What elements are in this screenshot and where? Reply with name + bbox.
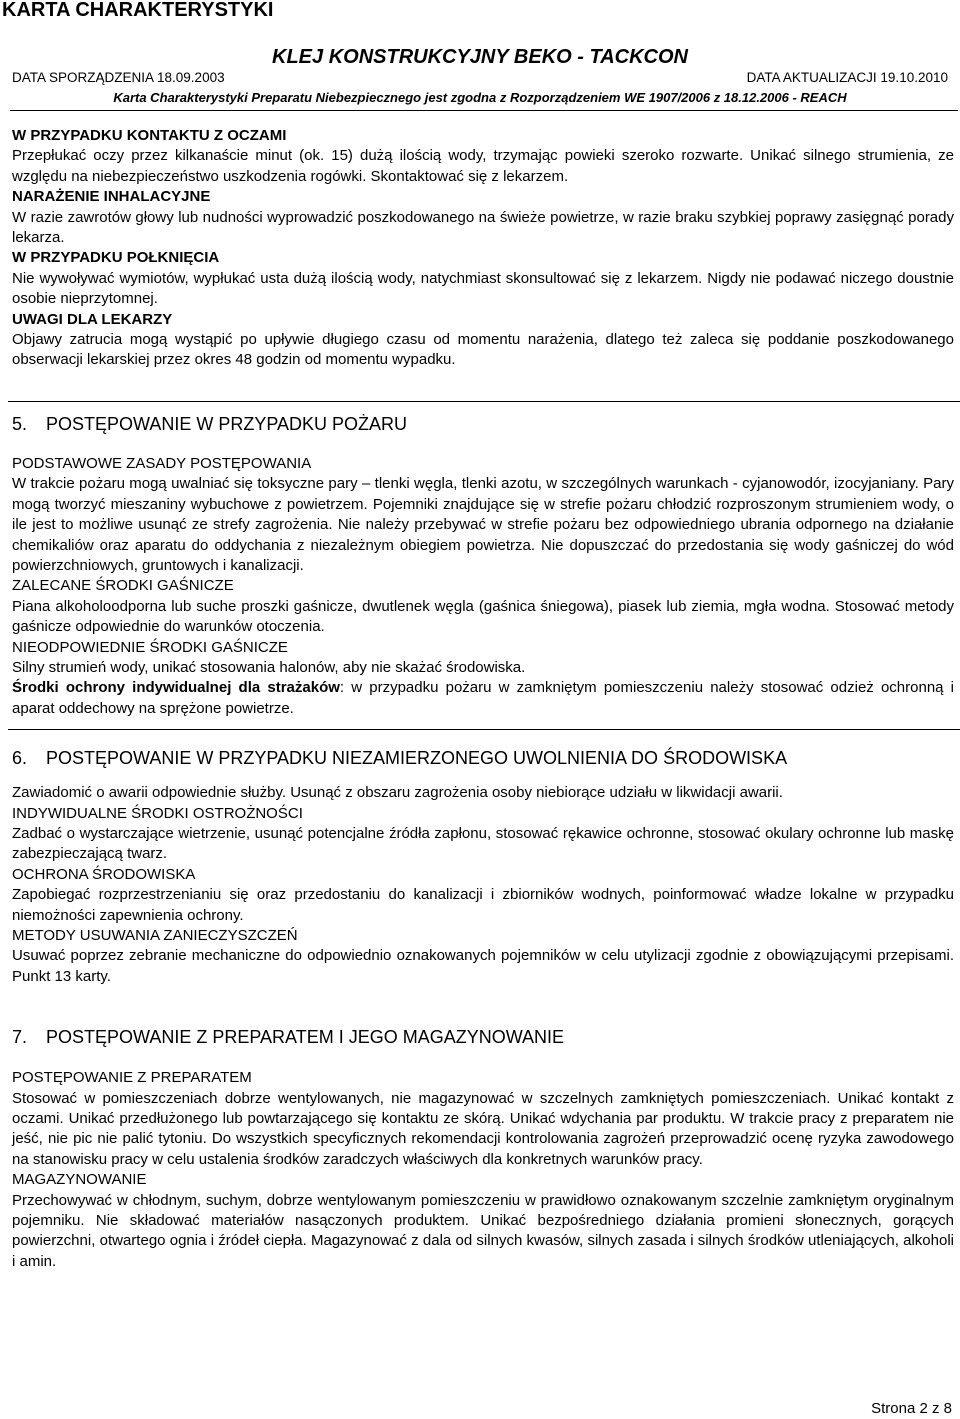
firefighter-ppe-text: : w przypadku pożaru w zamkniętym pomieszczeniu należy stosować odzież ochronną i aparat oddechowy na sprężone powietrze. [12,679,954,717]
environment-protection-text: Zapobiegać rozprzestrzenianiu się oraz przedostaniu do kanalizacji i zbiorników wodnych, poinformować władze lokalne w przypadku niemożności zapewnienia ochrony. [12,886,954,924]
swallowing-text: Nie wywoływać wymiotów, wypłukać usta dużą ilością wody, natychmiast skonsultować się z lekarzem. Nigdy nie podawać niczego doustnie osobie nieprzytomnej. [12,269,954,308]
eyes-contact-heading: W PRZYPADKU KONTAKTU Z OCZAMI [12,127,287,144]
unsuitable-extinguishers-text: Silny strumień wody, unikać stosowania halonów, aby nie skażać środowiska. [12,658,526,676]
section-5-number: 5. [12,413,28,434]
basic-rules-heading: PODSTAWOWE ZASADY POSTĘPOWANIA [12,454,312,472]
storage-heading: MAGAZYNOWANIE [12,1171,147,1189]
section-5-heading [12,413,954,435]
product-name: KLEJ KONSTRUKCYJNY BEKO - TACKCON [272,46,688,68]
doctor-notes-text: Objawy zatrucia mogą wystąpić po upływie długiego czasu od momentu narażenia, dlatego też zaleca się poddanie poszkodowanego obserwacji lekarskiej przez okres 48 godzin od momentu wypadku. [12,331,954,369]
section-5 [12,413,954,719]
section-7-number: 7. [12,1027,28,1048]
handling-text: Stosować w pomieszczeniach dobrze wentylowanych, nie magazynować w szczelnych zamkniętych pomieszczeniach. Unikać kontakt z oczami. Unikać przedłużonego lub powtarzającego się kontaktu ze skórą. Unikać wdychania par produktu. W trakcie pracy z preparatem nie jeść, nie pic nie palić tytoniu. Do wszystkich specyficznych rekomendacji kontrolowania zagrożeń przeprowadzić ocenę ryzyka zawodowego na stanowisku pracy w celu ustalenia środków zaradczych właściwych dla konkretnych warunków pracy. [12,1089,954,1168]
doctor-notes-heading: UWAGI DLA LEKARZY [12,310,173,328]
section-7-title: POSTĘPOWANIE Z PREPARATEM I JEGO MAGAZYNOWANIE [46,1027,565,1048]
section-6-heading [12,747,954,769]
storage-text: Przechowywać w chłodnym, suchym, dobrze wentylowanym pomieszczeniu w prawidłowo oznakowanym szczelnie zamkniętym oryginalnym pojemniku. Nie składować materiałów nasączonych produktem. Unikać bezpośredniego działania promieni słonecznych, gorących powierzchni, otwartego ognia i źródeł ciepła. Magazynować z dala od silnych kwasów, silnych zasada i silnych środków utleniających, alkoholi i amin. [12,1191,954,1270]
recommended-extinguishers-text: Piana alkoholoodporna lub suche proszki gaśnicze, dwutlenek węgla (gaśnica śniegowa), piasek lub ziemia, mgła wodna. Stosować metody gaśnicze odpowiednie do warunków otoczenia. [12,597,954,636]
cleanup-methods-heading: METODY USUWANIA ZANIECZYSZCZEŃ [12,927,298,944]
cleanup-methods-text: Usuwać poprzez zebranie mechaniczne do odpowiednio oznakowanych pojemników w celu utylizacji zgodnie z obowiązującymi przepisami. Punkt 13 karty. [12,947,954,985]
release-intro-text: Zawiadomić o awarii odpowiednie służby. Usunąć z obszaru zagrożenia osoby niebiorące udziału w likwidacji awarii. [12,784,783,802]
basic-rules-text: W trakcie pożaru mogą uwalniać się toksyczne pary – tlenki węgla, tlenki azotu, w szczególnych warunkach - cyjanowodór, izocyjaniany. Pary mogą tworzyć mieszaniny wybuchowe z powietrzem. Pojemniki znajdujące się w strefie pożaru chłodzić rozproszonym strumieniem wody, o ile jest to możliwe usunąć ze strefy zagrożenia. Nie należy przebywać w strefie pożaru bez odpowiedniego ubrania odpornego na działanie chemikaliów oraz aparatu do oddychania z niezależnym obiegiem powietrza. Nie dopuszczać do przedostania się wody gaśniczej do wód powierzchniowych, gruntowych i kanalizacji. [12,475,954,574]
inhalation-text: W razie zawrotów głowy lub nudności wyprowadzić poszkodowanego na świeże powietrze, w razie braku szybkiej poprawy zasięgnąć porady lekarza. [12,208,954,247]
date-created: DATA SPORZĄDZENIA 18.09.2003 [12,70,225,85]
section-7-heading [12,1026,954,1048]
unsuitable-extinguishers-heading: NIEODPOWIEDNIE ŚRODKI GAŚNICZE [12,638,288,656]
recommended-extinguishers-heading: ZALECANE ŚRODKI GAŚNICZE [12,577,234,595]
section-7 [12,1026,954,1272]
regulation-note: Karta Charakterystyki Preparatu Niebezpiecznego jest zgodna z Rozporządzeniem WE 1907/2006 z 18.12.2006 - REACH [113,90,847,105]
date-updated: DATA AKTUALIZACJI 19.10.2010 [746,70,948,85]
handling-heading: POSTĘPOWANIE Z PREPARATEM [12,1069,252,1087]
document-title: KARTA CHARAKTERYSTYKI [2,0,274,21]
section-6-title: POSTĘPOWANIE W PRZYPADKU NIEZAMIERZONEGO UWOLNIENIA DO ŚRODOWISKA [46,748,788,769]
header-divider [10,110,958,111]
section-4-continued [12,126,954,371]
eyes-contact-text: Przepłukać oczy przez kilkanaście minut (ok. 15) dużą ilością wody, trzymając powieki szeroko rozwarte. Unikać silnego strumienia, ze względu na niebezpieczeństwo uszkodzenia rogówki. Skontaktować się z lekarzem. [12,147,954,185]
date-row [12,70,948,86]
inhalation-heading: NARAŻENIE INHALACYJNE [12,188,211,206]
page-number: Strona 2 z 8 [871,1400,952,1417]
section-6 [12,747,954,987]
personal-precautions-heading: INDYWIDUALNE ŚRODKI OSTROŻNOŚCI [12,804,303,822]
document-body [12,126,954,1272]
section-6-number: 6. [12,748,28,769]
personal-precautions-text: Zadbać o wystarczające wietrzenie, usunąć potencjalne źródła zapłonu, stosować rękawice ochronne, stosować okulary ochronne lub maskę zabezpieczającą twarz. [12,824,954,863]
firefighter-ppe-label: Środki ochrony indywidualnej dla strażaków [12,679,340,697]
section-5-title: POSTĘPOWANIE W PRZYPADKU POŻARU [46,413,408,434]
environment-protection-heading: OCHRONA ŚRODOWISKA [12,865,196,883]
firefighter-ppe [12,678,954,719]
swallowing-heading: W PRZYPADKU POŁKNIĘCIA [12,249,220,267]
